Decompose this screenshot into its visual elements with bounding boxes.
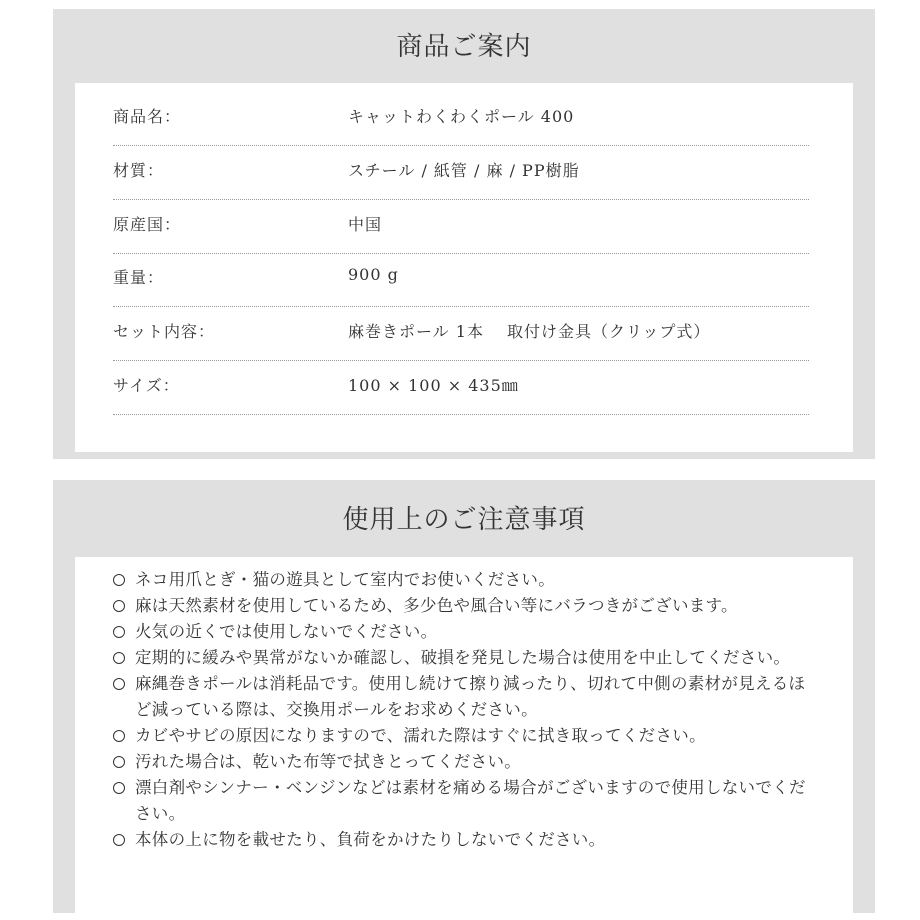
spec-label: サイズ： — [113, 376, 180, 395]
note-item — [113, 567, 813, 593]
note-item — [113, 671, 813, 723]
note-text: 麻縄巻きポールは消耗品です。使用し続けて擦り減ったり、切れて中側の素材が見えるほど減っている際は、交換用ポールをお求めください。 — [135, 674, 806, 719]
spec-label: 材質： — [113, 161, 165, 180]
spec-row-product-name — [113, 92, 809, 146]
spec-label: セット内容： — [113, 322, 216, 341]
usage-notes-panel — [53, 480, 875, 913]
note-text: 汚れた場合は、乾いた布等で拭きとってください。 — [135, 752, 522, 771]
circle-bullet-icon — [113, 834, 125, 846]
note-item — [113, 723, 813, 749]
note-item — [113, 593, 813, 619]
circle-bullet-icon — [113, 600, 125, 612]
spec-row-set-contents — [113, 307, 809, 361]
notes-list — [113, 567, 813, 853]
product-info-panel — [53, 9, 875, 459]
note-text: 本体の上に物を載せたり、負荷をかけたりしないでください。 — [135, 830, 606, 849]
product-info-title: 商品ご案内 — [396, 32, 532, 62]
spec-value: キャットわくわくポール 400 — [348, 107, 575, 126]
spec-value: スチール / 紙管 / 麻 / PP樹脂 — [348, 161, 580, 180]
usage-notes-box — [75, 557, 853, 913]
circle-bullet-icon — [113, 652, 125, 664]
product-info-table — [75, 83, 853, 452]
circle-bullet-icon — [113, 574, 125, 586]
note-text: ネコ用爪とぎ・猫の遊具として室内でお使いください。 — [135, 570, 555, 589]
spec-row-size — [113, 361, 809, 415]
spec-row-weight — [113, 253, 809, 307]
note-item — [113, 749, 813, 775]
note-text: 漂白剤やシンナー・ベンジンなどは素材を痛める場合がございますので使用しないでください。 — [135, 778, 806, 823]
spec-label: 商品名： — [113, 107, 182, 126]
usage-notes-title: 使用上のご注意事項 — [342, 505, 586, 535]
note-text: 麻は天然素材を使用しているため、多少色や風合い等にバラつきがございます。 — [135, 596, 738, 615]
spec-value: 100 × 100 × 435㎜ — [348, 376, 519, 395]
spec-label: 原産国： — [113, 215, 182, 234]
spec-row-material — [113, 146, 809, 200]
note-item — [113, 775, 813, 827]
note-text: 火気の近くでは使用しないでください。 — [135, 622, 438, 641]
note-text: カビやサビの原因になりますので、濡れた際はすぐに拭き取ってください。 — [135, 726, 706, 745]
note-item — [113, 827, 813, 853]
note-item — [113, 619, 813, 645]
circle-bullet-icon — [113, 756, 125, 768]
spec-row-origin — [113, 200, 809, 254]
spec-value: 900 g — [348, 265, 399, 284]
spec-value: 中国 — [348, 215, 383, 234]
circle-bullet-icon — [113, 626, 125, 638]
spec-value: 麻巻きポール 1本 取付け金具（クリップ式） — [348, 322, 711, 341]
note-item — [113, 645, 813, 671]
spec-label: 重量： — [113, 268, 165, 287]
circle-bullet-icon — [113, 782, 125, 794]
circle-bullet-icon — [113, 730, 125, 742]
circle-bullet-icon — [113, 678, 125, 690]
note-text: 定期的に緩みや異常がないか確認し、破損を発見した場合は使用を中止してください。 — [135, 648, 791, 667]
